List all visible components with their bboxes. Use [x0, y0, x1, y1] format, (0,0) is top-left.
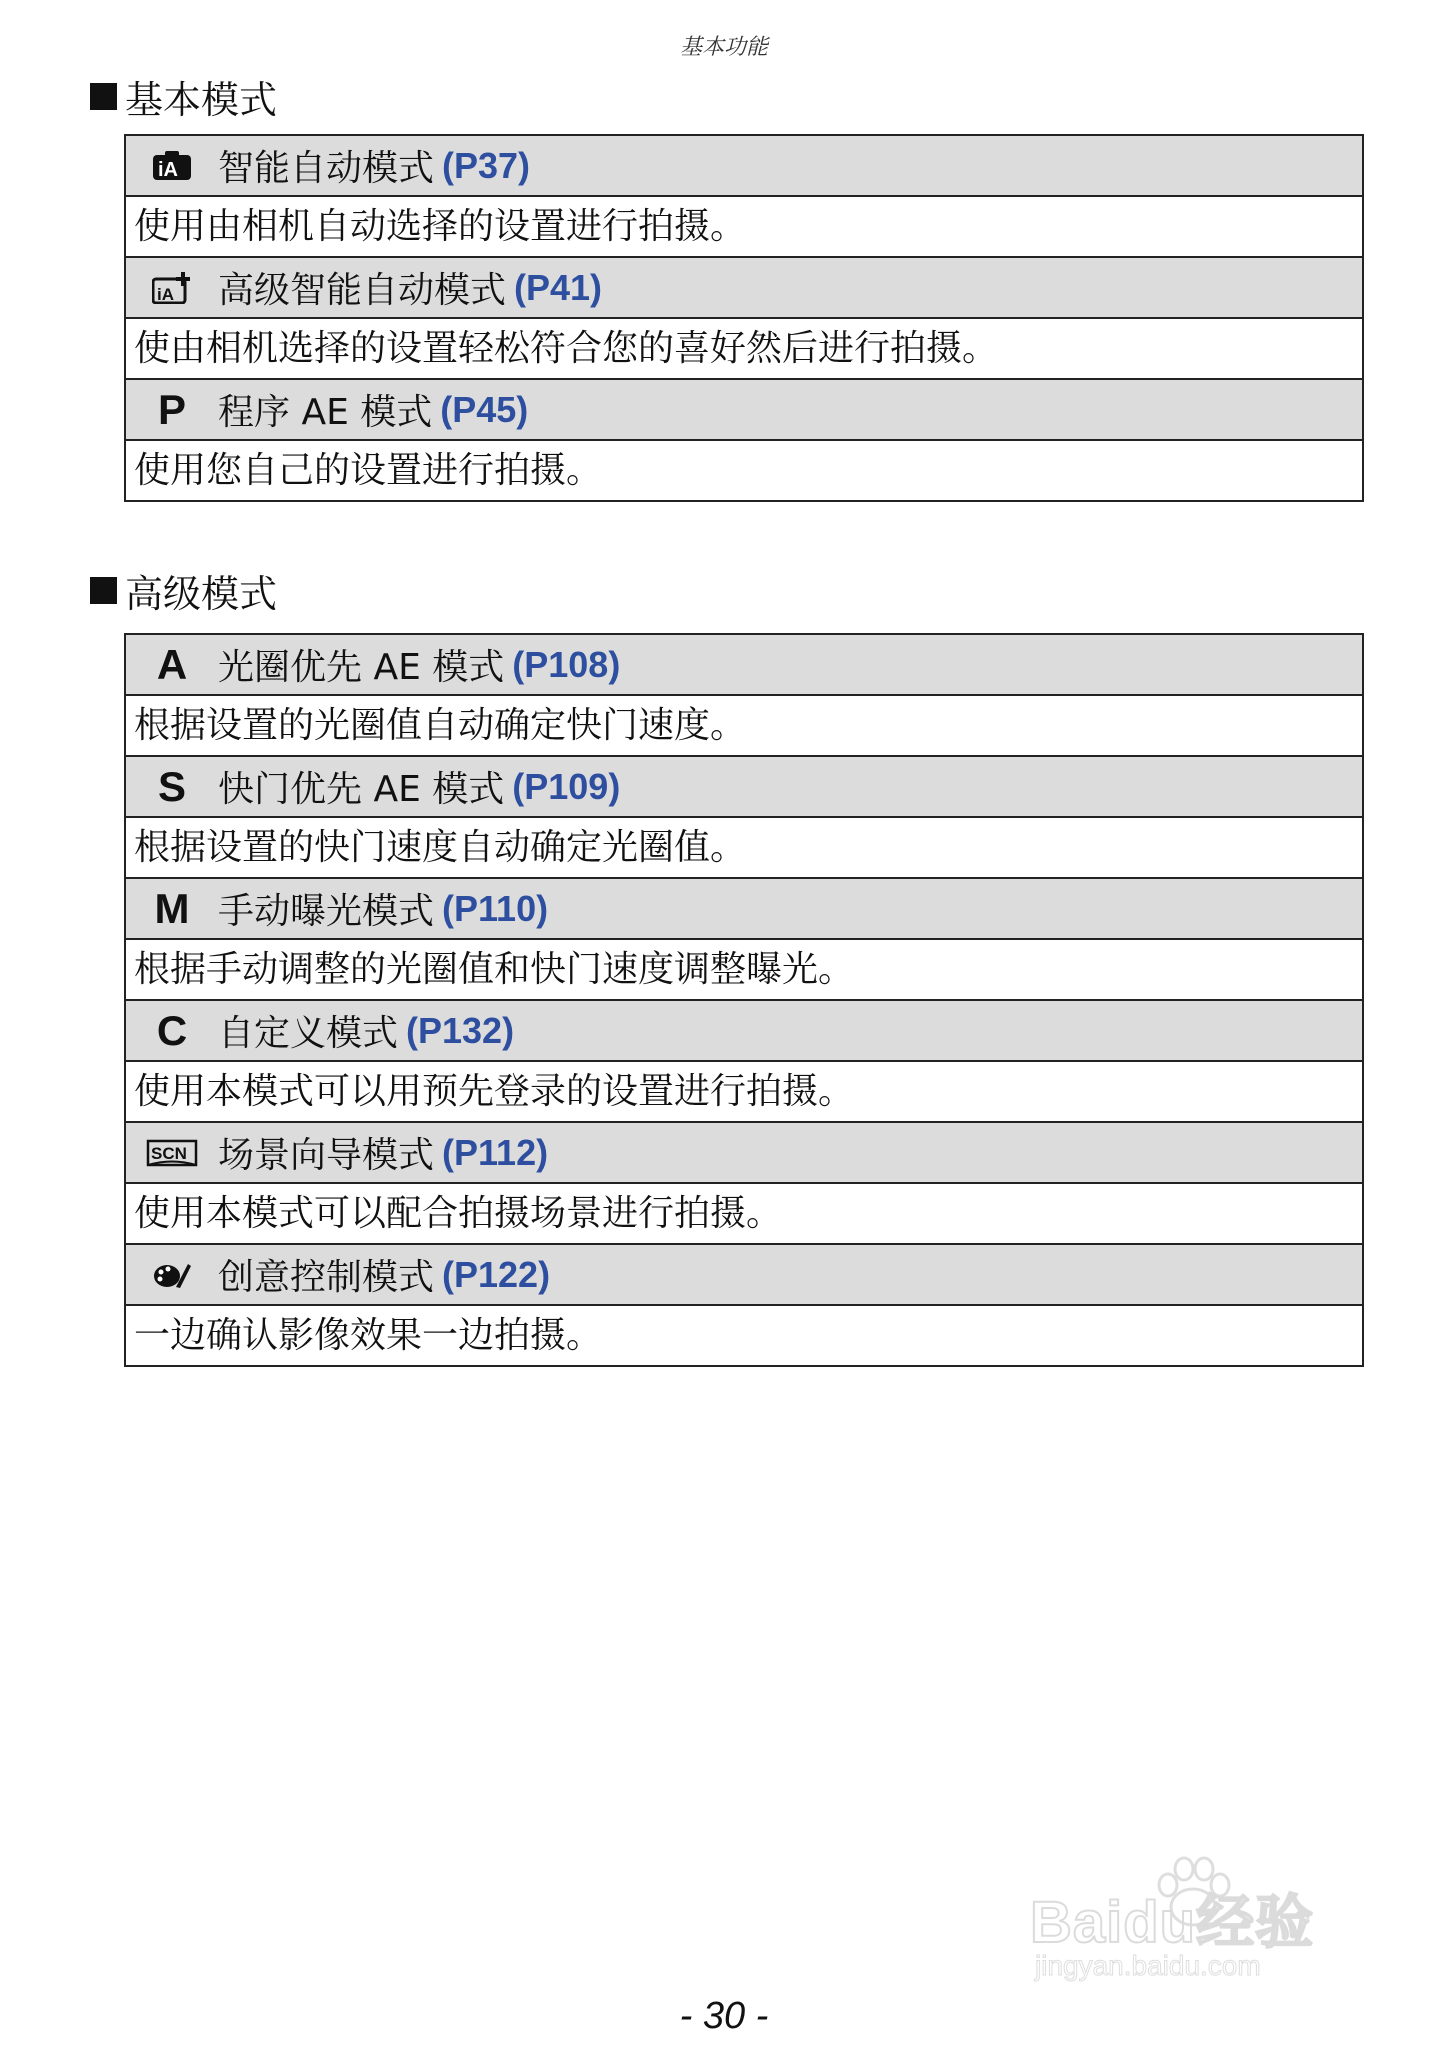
square-bullet-icon [90, 577, 117, 604]
mode-description-row [125, 1305, 1363, 1366]
manual-exposure-icon: M [154, 884, 190, 932]
mode-description: 使用由相机自动选择的设置进行拍摄。 [134, 206, 747, 247]
mode-name: 手动曝光模式 [218, 891, 435, 932]
mode-description-row [125, 1183, 1363, 1244]
mode-table [124, 134, 1364, 502]
intelligent-auto-icon [126, 151, 218, 181]
mode-name: 程序 AE 模式 [218, 392, 433, 433]
baidu-watermark [1030, 1855, 1370, 2005]
mode-name: 场景向导模式 [218, 1135, 435, 1176]
mode-description-row [125, 695, 1363, 756]
watermark-url: jingyan.baidu.com [1035, 1950, 1261, 1981]
section-basic-modes [88, 66, 1362, 502]
mode-description: 使由相机选择的设置轻松符合您的喜好然后进行拍摄。 [134, 328, 999, 369]
mode-description: 根据设置的快门速度自动确定光圈值。 [134, 827, 747, 868]
mode-description-row [125, 939, 1363, 1000]
mode-description-row [125, 318, 1363, 379]
mode-description-row [125, 440, 1363, 501]
mode-name: 智能自动模式 [218, 148, 435, 189]
mode-header-row [125, 1122, 1363, 1183]
section-title [88, 66, 1362, 126]
mode-name: 光圈优先 AE 模式 [218, 647, 505, 688]
page-reference-link[interactable]: (P112) [442, 1131, 549, 1173]
page-reference-link[interactable]: (P109) [512, 765, 621, 807]
running-head: 基本功能 [679, 35, 768, 60]
scn-icon [126, 1138, 218, 1168]
intelligent-auto-plus-icon [126, 272, 218, 304]
creative-control-icon [126, 1260, 218, 1290]
custom-mode-icon: C [156, 1006, 188, 1054]
mode-header-row [125, 878, 1363, 939]
section-title-text: 基本模式 [125, 77, 278, 122]
mode-header-row [125, 756, 1363, 817]
section-title-text: 高级模式 [125, 571, 278, 616]
shutter-priority-icon: S [157, 762, 186, 810]
svg-text:iA: iA [158, 158, 178, 181]
mode-name: 自定义模式 [218, 1013, 399, 1054]
mode-description: 使用本模式可以配合拍摄场景进行拍摄。 [134, 1193, 783, 1234]
page-reference-link[interactable]: (P37) [442, 144, 531, 186]
page-reference-link[interactable]: (P108) [512, 643, 621, 685]
page-number: - 30 - [679, 1995, 769, 2037]
square-bullet-icon [90, 83, 117, 110]
section-advanced-modes [88, 560, 1362, 1367]
page-reference-link[interactable]: (P132) [406, 1009, 515, 1051]
mode-header-row [125, 634, 1363, 695]
page-reference-link[interactable]: (P41) [514, 266, 603, 308]
watermark-brand: Baidu经验 [1030, 1890, 1315, 1955]
mode-description: 使用您自己的设置进行拍摄。 [134, 450, 603, 491]
page-reference-link[interactable]: (P45) [440, 388, 529, 430]
aperture-priority-icon: A [156, 640, 188, 688]
mode-description-row [125, 817, 1363, 878]
page-reference-link[interactable]: (P110) [442, 887, 549, 929]
mode-header-row [125, 379, 1363, 440]
mode-header-row [125, 257, 1363, 318]
mode-description: 一边确认影像效果一边拍摄。 [134, 1315, 603, 1356]
mode-header-row [125, 1244, 1363, 1305]
mode-name: 创意控制模式 [218, 1257, 435, 1298]
mode-description-row [125, 196, 1363, 257]
mode-description: 根据手动调整的光圈值和快门速度调整曝光。 [134, 949, 855, 990]
mode-description-row [125, 1061, 1363, 1122]
mode-description: 使用本模式可以用预先登录的设置进行拍摄。 [134, 1071, 855, 1112]
mode-table [124, 633, 1364, 1367]
mode-description: 根据设置的光圈值自动确定快门速度。 [134, 705, 747, 746]
scn-icon-label: SCN [151, 1143, 187, 1163]
mode-header-row [125, 1000, 1363, 1061]
page-reference-link[interactable]: (P122) [442, 1253, 551, 1295]
program-mode-icon: P [157, 385, 186, 433]
mode-header-row [125, 135, 1363, 196]
mode-name: 快门优先 AE 模式 [218, 769, 505, 810]
mode-name: 高级智能自动模式 [218, 270, 507, 311]
svg-text:iA: iA [157, 284, 174, 304]
section-title [88, 560, 1362, 620]
